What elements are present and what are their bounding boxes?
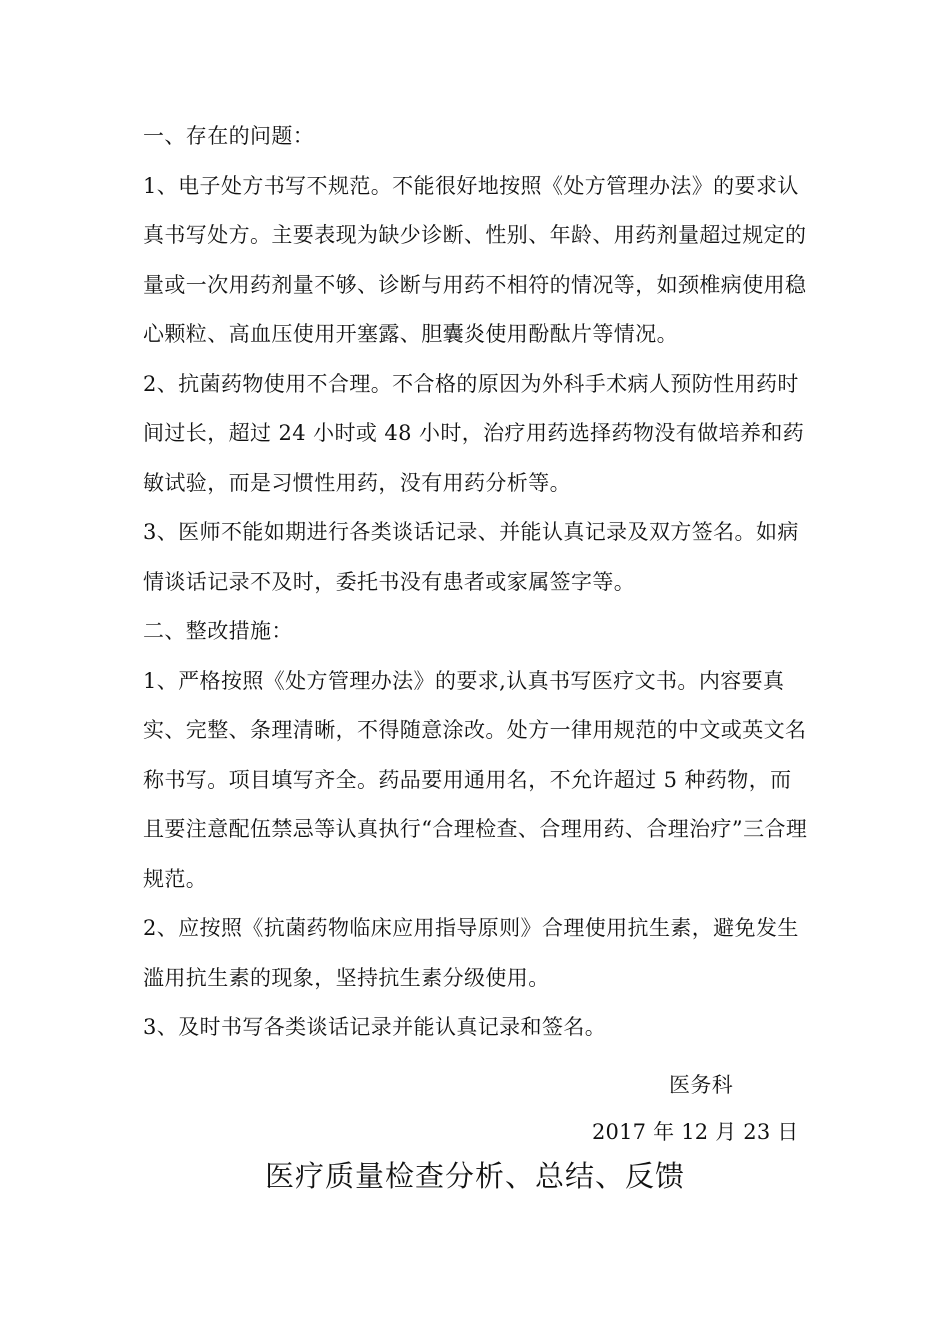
measure-item-2: 2、应按照《抗菌药物临床应用指导原则》合理使用抗生素，避免发生滥用抗生素的现象，坚持抗生素分级使用。 — [143, 916, 799, 990]
signature-department: 医务科 — [669, 1073, 734, 1097]
document-title: 医疗质量检查分析、总结、反馈 — [264, 1159, 685, 1193]
problem-item-1: 1、电子处方书写不规范。不能很好地按照《处方管理办法》的要求认真书写处方。主要表现为缺少诊断、性别、年龄、用药剂量超过规定的量或一次用药剂量不够、诊断与用药不相符的情况等，如颈椎病使用稳心颗粒、高血压使用开塞露、胆囊炎使用酚酞片等情况。 — [143, 173, 807, 346]
problem-item-2: 2、抗菌药物使用不合理。不合格的原因为外科手术病人预防性用药时间过长，超过 24 小时或 48 小时，治疗用药选择药物没有做培养和药敏试验，而是习惯性用药，没有用药分析等。 — [143, 371, 805, 495]
signature-date: 2017 年 12 月 23 日 — [592, 1120, 799, 1144]
measure-item-3: 3、及时书写各类谈话记录并能认真记录和签名。 — [143, 1015, 607, 1039]
measure-item-1: 1、严格按照《处方管理办法》的要求,认真书写医疗文书。内容要真实、完整、条理清晰，不得随意涂改。处方一律用规范的中文或英文名称书写。项目填写齐全。药品要用通用名，不允许超过 5 种药物，而且要注意配伍禁忌等认真执行“合理检查、合理用药、合理治疗”三合理规范。 — [143, 668, 808, 891]
section-heading-measures: 二、整改措施： — [143, 619, 293, 643]
problem-item-3: 3、医师不能如期进行各类谈话记录、并能认真记录及双方签名。如病情谈话记录不及时，委托书没有患者或家属签字等。 — [143, 520, 799, 594]
section-heading-problems: 一、存在的问题： — [143, 124, 315, 148]
document-body — [143, 112, 811, 1053]
